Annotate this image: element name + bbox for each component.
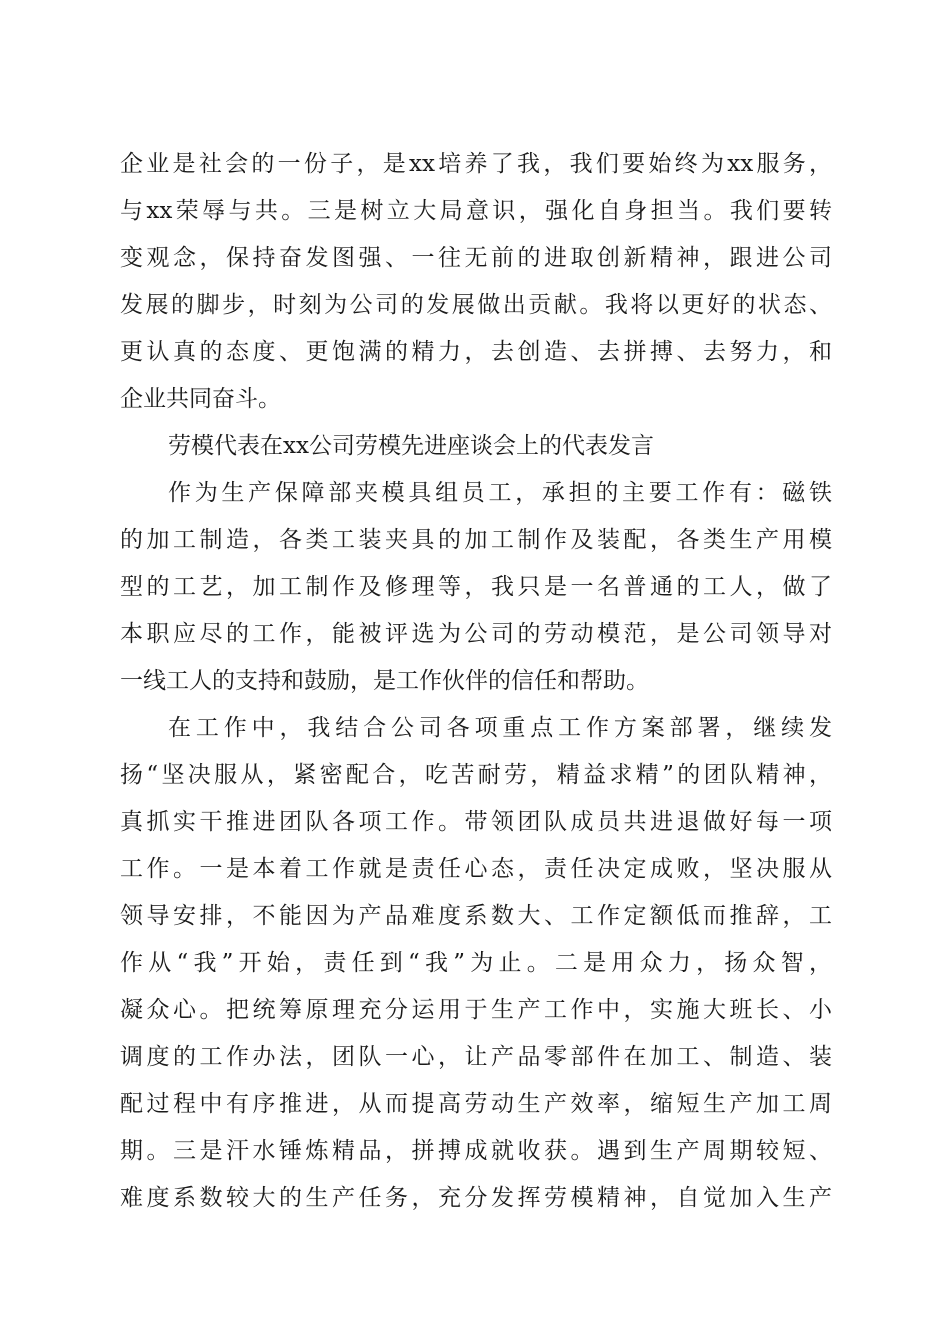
text-line: 的加工制造，各类工装夹具的加工制作及装配，各类生产用模 (120, 527, 832, 553)
text-line: 真抓实干推进团队各项工作。带领团队成员共进退做好每一项 (120, 809, 832, 835)
text-line: 型的工艺，加工制作及修理等，我只是一名普通的工人，做了 (120, 574, 832, 600)
text-line: 发展的脚步，时刻为公司的发展做出贡献。我将以更好的状态、 (120, 292, 832, 318)
text-line: 更认真的态度、更饱满的精力，去创造、去拼搏、去努力，和 (120, 339, 832, 365)
text-line: 工作。一是本着工作就是责任心态，责任决定成败，坚决服从 (120, 856, 832, 882)
text-line: 扬“坚决服从，紧密配合，吃苦耐劳，精益求精”的团队精神， (120, 762, 832, 788)
text-line: 与xx荣辱与共。三是树立大局意识，强化自身担当。我们要转 (120, 198, 832, 224)
text-line: 调度的工作办法，团队一心，让产品零部件在加工、制造、装 (120, 1044, 832, 1070)
text-line: 企业是社会的一份子，是xx培养了我，我们要始终为xx服务， (120, 151, 832, 177)
text-line: 作为生产保障部夹模具组员工，承担的主要工作有：磁铁 (168, 480, 832, 506)
text-line: 领导安排，不能因为产品难度系数大、工作定额低而推辞，工 (120, 903, 832, 929)
text-line: 一线工人的支持和鼓励，是工作伙伴的信任和帮助。 (120, 668, 649, 694)
text-line: 企业共同奋斗。 (120, 386, 281, 412)
text-line: 期。三是汗水锤炼精品，拼搏成就收获。遇到生产周期较短、 (120, 1138, 832, 1164)
section-title: 劳模代表在xx公司劳模先进座谈会上的代表发言 (168, 433, 654, 459)
text-line: 本职应尽的工作，能被评选为公司的劳动模范，是公司领导对 (120, 621, 832, 647)
text-line: 难度系数较大的生产任务，充分发挥劳模精神，自觉加入生产 (120, 1185, 832, 1211)
text-line: 在工作中，我结合公司各项重点工作方案部署，继续发 (168, 715, 832, 741)
text-line: 配过程中有序推进，从而提高劳动生产效率，缩短生产加工周 (120, 1091, 832, 1117)
text-line: 变观念，保持奋发图强、一往无前的进取创新精神，跟进公司 (120, 245, 832, 271)
text-line: 作从“我”开始，责任到“我”为止。二是用众力，扬众智， (120, 950, 832, 976)
text-line: 凝众心。把统筹原理充分运用于生产工作中，实施大班长、小 (120, 997, 832, 1023)
